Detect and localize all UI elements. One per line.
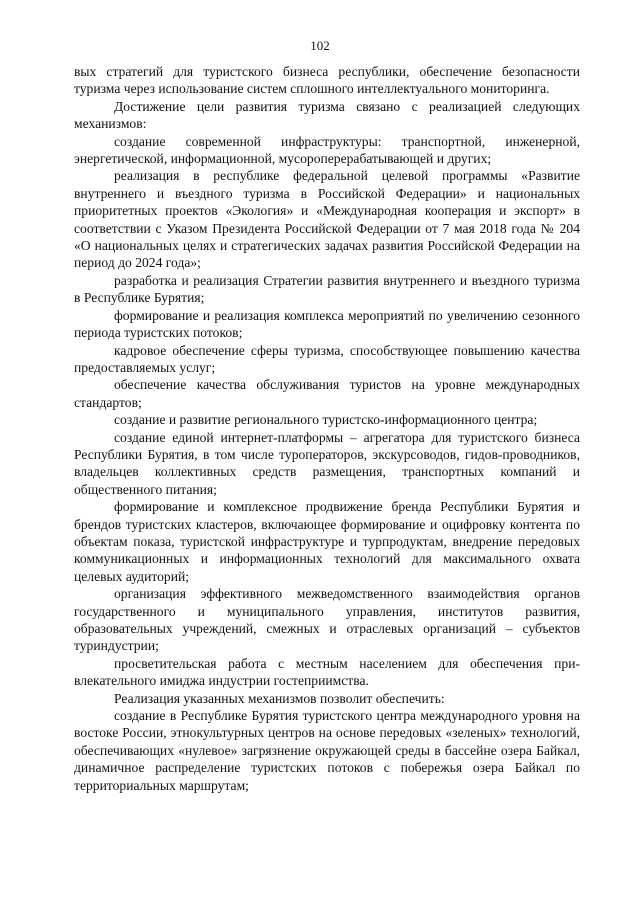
- paragraph-season: формирование и реализация комплекса мероприятий по увеличению сезонного периода туристских потоков;: [74, 307, 580, 341]
- paragraph-staffing: кадровое обеспечение сферы туризма, способствующее повышению качества предоставляемых услуг;: [74, 342, 580, 375]
- paragraph-cooperation: организация эффективного межведомственного взаимодействия органов государственного и муниципального управления, институтов развития, образовательных учреждений, смежных и отраслевых организаций – субъектов туриндустрии;: [74, 586, 580, 654]
- paragraph-results-intro: Реализация указанных механизмов позволит обеспечить:: [114, 690, 445, 706]
- paragraph-service-quality: обеспечение качества обслуживания туристов на уровне международных стандартов;: [74, 377, 580, 410]
- paragraph-mechanisms-intro: Достижение цели развития туризма связано с реализацией следующих механизмов:: [74, 98, 580, 132]
- paragraph-brand: формирование и комплексное продвижение бренда Республики Бурятия и брендов туристских кластеров, включающее формирование и оцифровку контента по объектам показа, туристской инфраструктуре и турпродуктам, внедрение передовых коммуникационных и информационных технологий для максимального охвата целевых аудиторий;: [74, 499, 580, 584]
- page-body: [74, 63, 580, 794]
- paragraph-federal-program: реализация в республике федеральной целевой программы «Развитие внутреннего и въездного туризма в Российской Федерации» и национальных приоритетных проектов «Экология» и «Международная кооперация и экспорт» в соответствии с Указом Президента Российской Федерации от 7 мая 2018 года № 204 «О национальных целях и стратегических задачах развития Российской Федерации на период до 2024 года»;: [74, 168, 580, 271]
- paragraph-tourist-center: создание в Республике Бурятия туристского центра международного уровня на востоке России, этнокультурных центров на основе передовых «зеленых» технологий, обеспечивающих «нулевое» загрязнение окружающей среды в бассейне озера Байкал, динамичное распределение туристских потоков с побережья озера Байкал по территориальных маршрутам;: [74, 708, 580, 793]
- paragraph-outreach: просветительская работа с местным населением для обеспечения привлекательного имиджа индустрии гостеприимства.: [74, 655, 580, 689]
- paragraph-internet-platform: создание единой интернет-платформы – агрегатора для туристского бизнеса Республики Бурятия, в том числе туроператоров, экскурсоводов, гидов-проводников, владельцев коллективных средств размещения, транспортных компаний и общественного питания;: [74, 429, 580, 497]
- page-number: 102: [310, 38, 330, 53]
- paragraph-continuation: вых стратегий для туристского бизнеса республики, обеспечение безопасности туризма через использование систем сплошного интеллектуального мониторинга.: [74, 64, 580, 97]
- paragraph-infrastructure: создание современной инфраструктуры: транспортной, инженерной, энергетической, информационной, мусороперерабатывающей и других;: [74, 133, 580, 167]
- paragraph-info-center: создание и развитие регионального туристско-информационного центра;: [114, 412, 538, 428]
- paragraph-strategy: разработка и реализация Стратегии развития внутреннего и въездного туризма в Республике Бурятия;: [74, 272, 580, 306]
